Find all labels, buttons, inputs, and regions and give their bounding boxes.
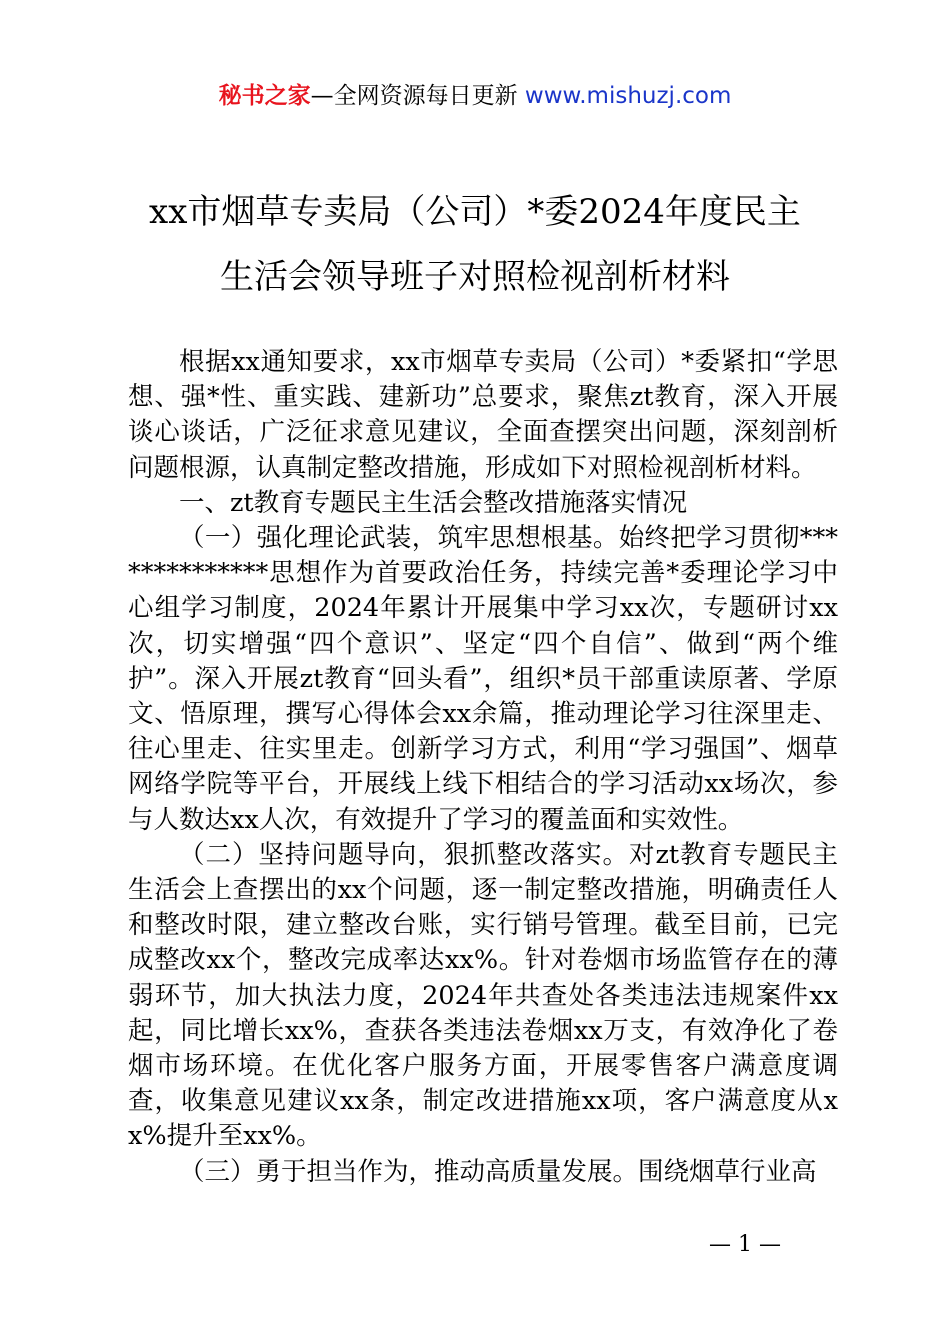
intro-paragraph: 根据xx通知要求，xx市烟草专卖局（公司）*委紧扣“学思想、强*性、重实践、建新功”总要求，聚焦zt教育，深入开展谈心谈话，广泛征求意见建议，全面查摆突出问题，深刻剖析问题根源，认真制定整改措施，形成如下对照检视剖析材料。 <box>128 347 838 483</box>
paragraph-rectification: （二）坚持问题导向，狠抓整改落实。对zt教育专题民主生活会上查摆出的xx个问题，逐一制定整改措施，明确责任人和整改时限，建立整改台账，实行销号管理。截至目前，已完成整改xx个，整改完成率达xx%。针对卷烟市场监管存在的薄弱环节，加大执法力度，2024年共查处各类违法违规案件xx起，同比增长xx%，查获各类违法卷烟xx万支，有效净化了卷烟市场环境。在优化客户服务方面，开展零售客户满意度调查，收集意见建议xx条，制定改进措施xx项，客户满意度从xx%提升至xx%。 <box>128 839 838 1152</box>
page-number: — 1 — <box>709 1232 781 1257</box>
paragraph-development: （三）勇于担当作为，推动高质量发展。围绕烟草行业高 <box>179 1156 817 1187</box>
document-title-line-1: xx市烟草专卖局（公司）*委2024年度民主 <box>149 192 801 232</box>
header-url-link[interactable]: www.mishuzj.com <box>524 83 732 109</box>
paragraph-theory: （一）强化理论武装，筑牢思想根基。始终把学习贯彻**************思想作为首要政治任务，持续完善*委理论学习中心组学习制度，2024年累计开展集中学习xx次，专题研讨xx次，切实增强“四个意识”、坚定“四个自信”、做到“两个维护”。深入开展zt教育“回头看”，组织*员干部重读原著、学原文、悟原理，撰写心得体会xx余篇，推动理论学习往深里走、往心里走、往实里走。创新学习方式，利用“学习强国”、烟草网络学院等平台，开展线上线下相结合的学习活动xx场次，参与人数达xx人次，有效提升了学习的覆盖面和实效性。 <box>128 523 838 835</box>
site-header <box>0 80 950 112</box>
section-heading: 一、zt教育专题民主生活会整改措施落实情况 <box>179 487 688 518</box>
document-title-line-2: 生活会领导班子对照检视剖析材料 <box>220 257 730 297</box>
document-body <box>128 345 838 1190</box>
header-brand: 秘书之家 <box>218 83 311 109</box>
header-tagline: —全网资源每日更新 <box>310 83 525 109</box>
